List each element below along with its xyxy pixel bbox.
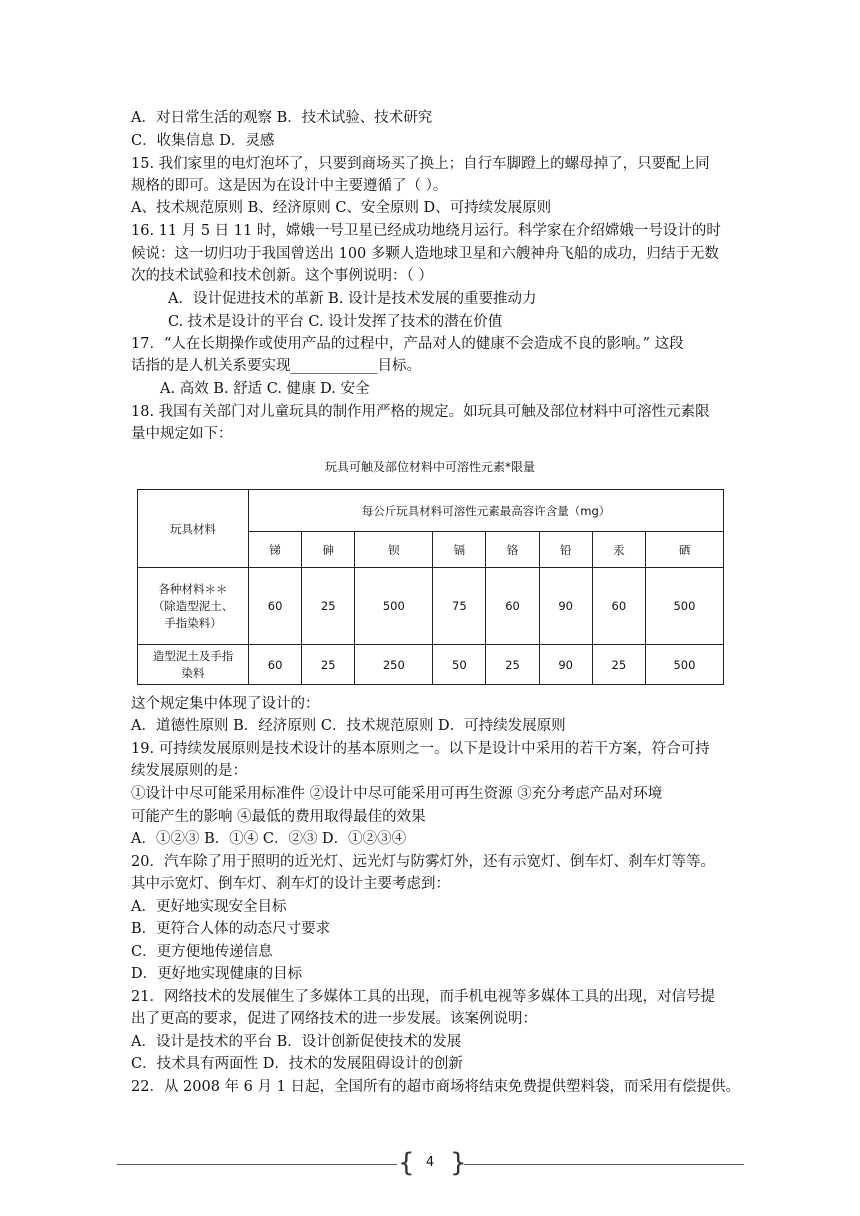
- text-line: A．道德性原则 B．经济原则 C．技术规范原则 D．可持续发展原则: [131, 718, 566, 734]
- element-header-cell: 汞: [592, 532, 645, 568]
- value-cell: 90: [539, 645, 592, 685]
- text-line: C．技术具有两面性 D．技术的发展阻碍设计的创新: [131, 1056, 463, 1072]
- text-line: A．更好地实现安全目标: [131, 899, 287, 915]
- table-row: [138, 568, 724, 645]
- toy-element-limit-table: [137, 489, 724, 685]
- text-line: 其中示宽灯、倒车灯、刹车灯的设计主要考虑到：: [131, 876, 450, 892]
- value-cell: 60: [592, 568, 645, 645]
- value-cell: 500: [355, 568, 433, 645]
- text-line: 话指的是人机关系要实现____________目标。: [131, 358, 421, 374]
- element-header-cell: 铬: [486, 532, 539, 568]
- page-number: 4: [425, 1155, 435, 1170]
- value-cell: 500: [645, 645, 723, 685]
- text-line: A. 高效 B. 舒适 C. 健康 D. 安全: [160, 381, 370, 397]
- value-cell: 90: [539, 568, 592, 645]
- value-cell: 60: [249, 645, 302, 685]
- text-line: 次的技术试验和技术创新。这个事例说明：（ ）: [131, 268, 433, 284]
- value-cell: 75: [433, 568, 486, 645]
- text-line: 候说：这一切归功于我国曾送出 100 多颗人造地球卫星和六艘神舟飞船的成功，归结于无数: [131, 246, 719, 262]
- value-cell: 250: [355, 645, 433, 685]
- table-group-header: 每公斤玩具材料可溶性元素最高容许含量（mg）: [249, 490, 724, 532]
- text-line: C. 技术是设计的平台 C. 设计发挥了技术的潜在价值: [168, 314, 503, 330]
- text-line: A．对日常生活的观察 B．技术试验、技术研究: [131, 110, 433, 126]
- text-line: C．收集信息 D．灵感: [131, 133, 275, 149]
- element-header-cell: 砷: [302, 532, 355, 568]
- element-header-cell: 钡: [355, 532, 433, 568]
- text-line: 出了更高的要求，促进了网络技术的进一步发展。该案例说明：: [131, 1011, 537, 1027]
- text-line: 15. 我们家里的电灯泡坏了，只要到商场买了换上；自行车脚蹬上的螺母掉了，只要配上同: [131, 156, 710, 172]
- element-header-cell: 镉: [433, 532, 486, 568]
- value-cell: 60: [486, 568, 539, 645]
- value-cell: 60: [249, 568, 302, 645]
- footer-rule-left: [117, 1164, 397, 1165]
- value-cell: 25: [486, 645, 539, 685]
- text-line: 20．汽车除了用于照明的近光灯、远光灯与防雾灯外，还有示宽灯、倒车灯、刹车灯等等。: [131, 854, 715, 870]
- row-label: 各种材料＊＊（除造型泥土、手指染料）: [138, 568, 249, 645]
- element-header-cell: 铅: [539, 532, 592, 568]
- row-label: 造型泥土及手指染料: [138, 645, 249, 685]
- table-col-header: 玩具材料: [138, 490, 249, 568]
- text-line: A．①②③ B．①④ C．②③ D．①②③④: [131, 831, 407, 847]
- text-line: 规格的即可。这是因为在设计中主要遵循了（ ）。: [131, 178, 448, 194]
- footer-brace-left: {: [398, 1148, 415, 1178]
- text-line: B．更符合人体的动态尺寸要求: [131, 921, 331, 937]
- element-header-cell: 锑: [249, 532, 302, 568]
- text-line: 22．从 2008 年 6 月 1 日起，全国所有的超市商场将结束免费提供塑料袋，而采用有偿提供。: [131, 1079, 740, 1095]
- text-line: 19. 可持续发展原则是技术设计的基本原则之一。以下是设计中采用的若干方案，符合可持: [131, 741, 710, 757]
- text-line: D．更好地实现健康的目标: [131, 966, 303, 982]
- text-line: 可能产生的影响 ④最低的费用取得最佳的效果: [131, 809, 426, 825]
- text-line: 续发展原则的是：: [131, 763, 247, 779]
- value-cell: 25: [302, 568, 355, 645]
- text-line: A．设计是技术的平台 B．设计创新促使技术的发展: [131, 1034, 462, 1050]
- text-line: 17．“人在长期操作或使用产品的过程中，产品对人的健康不会造成不良的影响。” 这段: [131, 336, 684, 352]
- element-header-cell: 硒: [645, 532, 723, 568]
- footer-rule-right: [464, 1164, 744, 1165]
- text-line: 这个规定集中体现了设计的：: [131, 696, 320, 712]
- value-cell: 50: [433, 645, 486, 685]
- text-line: C．更方便地传递信息: [131, 944, 273, 960]
- text-line: 16. 11 月 5 日 11 时，嫦娥一号卫星已经成功地绕月运行。科学家在介绍嫦娥一号设计的时: [131, 223, 721, 239]
- footer-brace-right: }: [450, 1148, 467, 1178]
- text-line: 18. 我国有关部门对儿童玩具的制作用严格的规定。如玩具可触及部位材料中可溶性元素限: [131, 404, 710, 420]
- value-cell: 25: [302, 645, 355, 685]
- text-line: A．设计促进技术的革新 B. 设计是技术发展的重要推动力: [168, 291, 537, 307]
- table-row: [138, 645, 724, 685]
- table-title: 玩具可触及部位材料中可溶性元素*限量: [324, 460, 535, 474]
- value-cell: 500: [645, 568, 723, 645]
- text-line: ①设计中尽可能采用标准件 ②设计中尽可能采用可再生资源 ③充分考虑产品对环境: [131, 786, 663, 802]
- value-cell: 25: [592, 645, 645, 685]
- text-line: 量中规定如下：: [131, 426, 233, 442]
- text-line: 21．网络技术的发展催生了多媒体工具的出现，而手机电视等多媒体工具的出现，对信号提: [131, 989, 715, 1005]
- text-line: A、技术规范原则 B、经济原则 C、安全原则 D、可持续发展原则: [131, 200, 552, 216]
